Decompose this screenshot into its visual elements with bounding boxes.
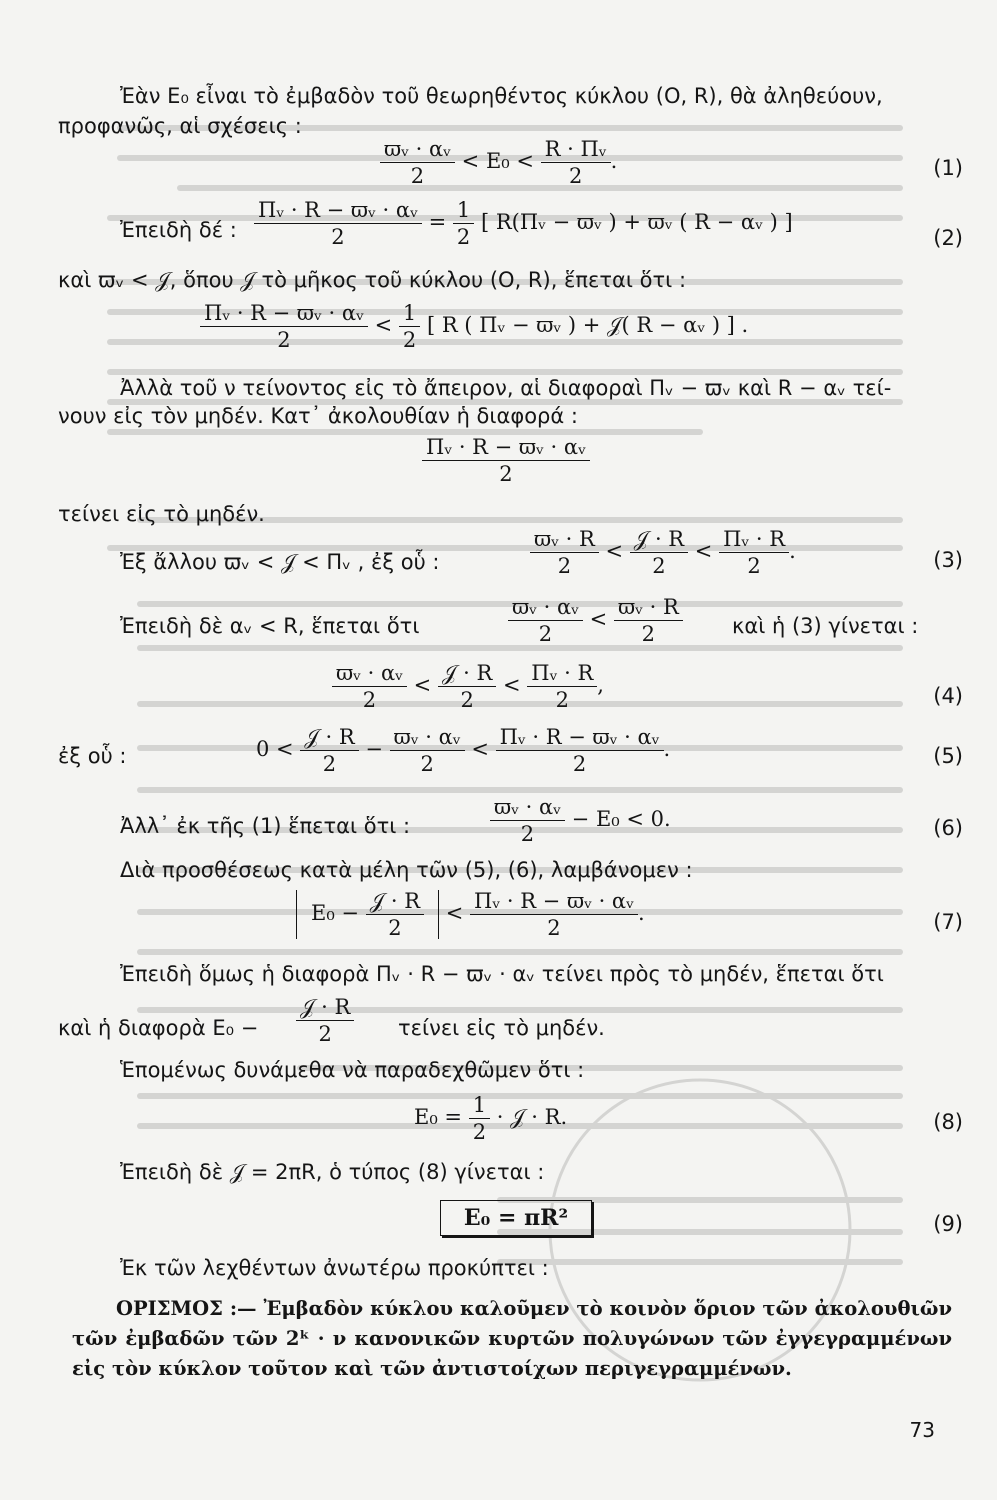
eq2-half-den: 2 <box>453 223 474 248</box>
eq4-a-den: 2 <box>332 686 407 711</box>
difference-denominator: 2 <box>422 460 590 485</box>
eq2b-half-den: 2 <box>399 326 420 351</box>
eq2b-less: < <box>374 313 393 338</box>
eq7-b-den: 2 <box>470 914 638 939</box>
line7-a-den: 2 <box>508 620 583 645</box>
text-line-difference: νουν εἰς τὸν μηδέν. Κατ᾽ ἀκολουθίαν ἡ διαφορά : <box>58 404 578 428</box>
eq4-less-2: < <box>502 673 521 698</box>
eq6-lead: Ἀλλ᾽ ἐκ τῆς (1) ἕπεται ὅτι : <box>120 814 411 838</box>
eq2b-bracket: [ R ( Πᵥ − ϖᵥ ) + 𝒥( R − αᵥ ) ] . <box>426 313 749 338</box>
line10-fraction <box>296 996 354 1045</box>
line10-lead: καὶ ἡ διαφορὰ E₀ − <box>58 1016 259 1040</box>
eq3-c-num: Πᵥ · R <box>723 527 786 551</box>
eq2b-denominator: 2 <box>200 326 368 351</box>
text-line-limit: Ἀλλὰ τοῦ ν τείνοντος εἰς τὸ ἄπειρον, αἱ διαφοραὶ Πᵥ − ϖᵥ καὶ R − αᵥ τεί- <box>120 376 892 400</box>
line7-less: < <box>589 607 608 632</box>
eq2-equals: = <box>428 210 447 235</box>
text-line-2piR: Ἐπειδὴ δὲ 𝒥 = 2πR, ὁ τύπος (8) γίνεται : <box>120 1160 545 1184</box>
eq5-less: < <box>471 737 489 762</box>
eq4-c-num: Πᵥ · R <box>531 661 594 685</box>
text-line-addition: Διὰ προσθέσεως κατὰ μέλη τῶν (5), (6), λαμβάνομεν : <box>120 858 693 882</box>
line7-tail: καὶ ἡ (3) γίνεται : <box>732 614 919 638</box>
eq5-a-num: 𝒥 · R <box>304 725 355 749</box>
eq8-tail: · 𝒥 · R. <box>496 1105 568 1130</box>
eq2-bracket: [ R(Πᵥ − ϖᵥ ) + ϖᵥ ( R − αᵥ ) ] <box>480 210 793 235</box>
eq-number-6: (6) <box>933 816 963 840</box>
eq6-num: ϖᵥ · αᵥ <box>494 795 561 819</box>
eq2-lead: Ἐπειδὴ δέ : <box>120 218 237 242</box>
eq5-a-den: 2 <box>300 750 358 775</box>
eq5-b-num: ϖᵥ · αᵥ <box>393 725 461 749</box>
difference-fraction <box>422 436 590 485</box>
equation-3 <box>530 528 796 577</box>
eq3-c-den: 2 <box>719 552 789 577</box>
eq3-period: . <box>789 539 796 564</box>
equation-4 <box>332 662 604 711</box>
eq4-b-den: 2 <box>438 686 496 711</box>
eq7-b-num: Πᵥ · R − ϖᵥ · αᵥ <box>474 889 634 913</box>
eq2-numerator: Πᵥ · R − ϖᵥ · αᵥ <box>258 198 418 222</box>
line10-tail: τείνει εἰς τὸ μηδέν. <box>398 1016 605 1040</box>
line7-a-num: ϖᵥ · αᵥ <box>512 595 579 619</box>
eq5-minus: − <box>365 737 383 762</box>
definition-paragraph <box>72 1294 952 1385</box>
eq7-period: . <box>637 901 645 926</box>
eq5-period: . <box>663 737 671 762</box>
eq-number-1: (1) <box>933 156 963 180</box>
equation-8 <box>414 1094 567 1143</box>
line7-b-num: ϖᵥ · R <box>617 595 679 619</box>
boxed-formula: E₀ = πR² <box>440 1200 592 1236</box>
eq5-c-num: Πᵥ · R − ϖᵥ · αᵥ <box>499 725 660 749</box>
eq1-right-denominator: 2 <box>541 162 611 187</box>
eq1-period: . <box>610 149 618 174</box>
equation-2 <box>254 199 793 248</box>
text-line-since-tends: Ἐπειδὴ ὅμως ἡ διαφορὰ Πᵥ · R − ϖᵥ · αᵥ τείνει πρὸς τὸ μηδέν, ἕπεται ὅτι <box>120 962 884 986</box>
equation-7 <box>296 890 645 939</box>
eq4-less-1: < <box>413 673 432 698</box>
line7-inequality <box>508 596 683 645</box>
eq-number-3: (3) <box>933 548 963 572</box>
definition-body: Ἐμβαδὸν κύκλου καλοῦμεν τὸ κοινὸν ὅριον τῶν ἀκολουθιῶν τῶν ἐμβαδῶν τῶν 2ᵏ · ν κανονικῶν κυρτῶν πολυγώνων τῶν ἐγγεγραμμένων εἰς τὸν κύκλον τοῦτον καὶ τῶν ἀντιστοίχων περιγεγραμμένων. <box>72 1297 953 1381</box>
eq4-b-num: 𝒥 · R <box>441 661 493 685</box>
eq6-den: 2 <box>490 820 565 845</box>
line10-den: 2 <box>296 1020 354 1045</box>
line7-b-den: 2 <box>614 620 683 645</box>
text-line-tends-zero: τείνει εἰς τὸ μηδέν. <box>58 502 265 526</box>
equation-2b <box>200 302 748 351</box>
eq-number-5: (5) <box>933 744 963 768</box>
eq4-a-num: ϖᵥ · αᵥ <box>336 661 403 685</box>
eq5-zero: 0 < <box>256 737 294 762</box>
eq3-a-den: 2 <box>530 552 599 577</box>
equation-6 <box>490 796 671 845</box>
eq2-half-num: 1 <box>456 198 471 222</box>
eq1-middle: < E₀ < <box>461 149 534 174</box>
text-line-accept: Ἑπομένως δυνάμεθα νὰ παραδεχθῶμεν ὅτι : <box>120 1058 585 1082</box>
text-line-length: καὶ ϖᵥ < 𝒥, ὅπου 𝒥 τὸ μῆκος τοῦ κύκλου (O, R), ἕπεται ὅτι : <box>58 268 687 292</box>
eq3-b-num: 𝒥 · R <box>633 527 685 551</box>
eq7-absolute-value <box>296 890 439 939</box>
equation-1 <box>380 138 617 187</box>
difference-numerator: Πᵥ · R − ϖᵥ · αᵥ <box>426 435 586 459</box>
line10-num: 𝒥 · R <box>300 995 351 1019</box>
line7-lead: Ἐπειδὴ δὲ αᵥ < R, ἕπεται ὅτι <box>120 614 420 638</box>
eq-number-8: (8) <box>933 1110 963 1134</box>
eq5-b-den: 2 <box>390 750 465 775</box>
eq3-less-1: < <box>605 539 624 564</box>
eq7-a-num: 𝒥 · R <box>369 889 421 913</box>
eq-number-9: (9) <box>933 1212 963 1236</box>
eq1-right-numerator: R · Πᵥ <box>544 137 607 161</box>
eq-number-2: (2) <box>933 226 963 250</box>
eq-number-7: (7) <box>933 910 963 934</box>
text-line-conclusion: Ἐκ τῶν λεχθέντων ἀνωτέρω προκύπτει : <box>120 1256 549 1280</box>
eq5-lead: ἐξ οὗ : <box>58 744 127 768</box>
text-line-relations: προφανῶς, αἱ σχέσεις : <box>58 114 302 138</box>
eq3-b-den: 2 <box>630 552 688 577</box>
eq3-less-2: < <box>694 539 713 564</box>
eq2-denominator: 2 <box>254 223 422 248</box>
eq2b-numerator: Πᵥ · R − ϖᵥ · αᵥ <box>204 301 364 325</box>
eq8-e0: E₀ = <box>414 1105 463 1130</box>
eq1-left-denominator: 2 <box>380 162 455 187</box>
eq7-a-den: 2 <box>366 914 424 939</box>
eq3-a-num: ϖᵥ · R <box>534 527 595 551</box>
eq8-den: 2 <box>469 1118 490 1143</box>
text-line-intro: Ἐὰν E₀ εἶναι τὸ ἐμβαδὸν τοῦ θεωρηθέντος κύκλου (O, R), θὰ ἀληθεύουν, <box>120 84 883 108</box>
page-number: 73 <box>909 1418 935 1442</box>
eq-number-4: (4) <box>933 684 963 708</box>
eq4-c-den: 2 <box>527 686 597 711</box>
eq1-left-numerator: ϖᵥ · αᵥ <box>384 137 451 161</box>
eq4-comma: , <box>597 673 604 698</box>
eq7-e0: E₀ − <box>311 901 360 926</box>
eq3-lead: Ἐξ ἄλλου ϖᵥ < 𝒥 < Πᵥ , ἐξ οὗ : <box>120 550 440 574</box>
eq7-lead-line <box>120 614 419 639</box>
eq2b-half-num: 1 <box>402 301 417 325</box>
eq6-tail: − E₀ < 0. <box>571 807 671 832</box>
eq5-c-den: 2 <box>496 750 664 775</box>
definition-heading: ΟΡΙΣΜΟΣ :— <box>116 1297 257 1320</box>
eq7-less: < <box>445 901 464 926</box>
eq8-num: 1 <box>472 1093 487 1117</box>
equation-5 <box>256 726 670 775</box>
